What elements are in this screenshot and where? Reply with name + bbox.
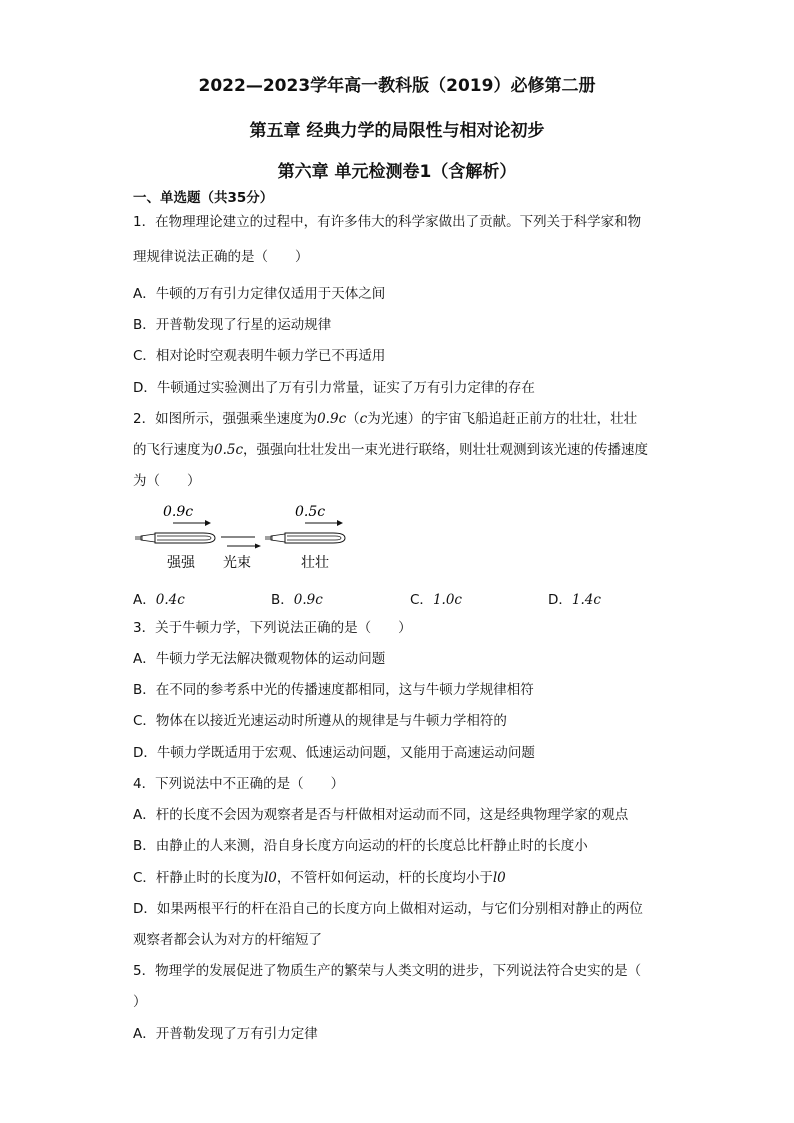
q2-figure-spaceships [133,500,373,580]
q5-option-a: A．开普勒发现了万有引力定律 [133,1026,318,1042]
label-zhuangzhuang: 壮壮 [301,555,329,571]
label-qiangqiang: 强强 [167,555,195,571]
document-title-line1: 2022—2023学年高一教科版（2019）必修第二册 [198,76,596,96]
section-heading: 一、单选题（共35分） [133,190,274,206]
label-light-beam: 光束 [223,555,251,571]
q2-option-d-value: 1.4c [571,592,601,608]
q2-text: （ [346,411,360,427]
q2-option-a-letter: A． [133,592,156,608]
q4-option-b: B．由静止的人来测，沿自身长度方向运动的杆的长度总比杆静止时的长度小 [133,838,588,854]
q4-option-c-text: ，不管杆如何运动，杆的长度均小于 [276,870,493,886]
q2-option-c-letter: C． [410,592,433,608]
light-beam-arrowhead [255,544,261,549]
q3-option-d: D．牛顿力学既适用于宏观、低速运动问题，又能用于高速运动问题 [133,745,535,761]
q2-option-a [133,588,185,608]
document-title-line2: 第五章 经典力学的局限性与相对论初步 [249,121,545,141]
spaceship-left-icon [135,533,215,543]
q4-option-c [133,868,506,888]
q1-option-b: B．开普勒发现了行星的运动规律 [133,317,332,333]
q2-text: 2．如图所示，强强乘坐速度为 [133,411,318,427]
q5-stem-line1: 5．物理学的发展促进了物质生产的繁荣与人类文明的进步，下列说法符合史实的是（ [133,963,642,979]
speed-label-right: 0.5c [295,504,326,520]
q2-text: ，强强向壮壮发出一束光进行联络，则壮壮观测到该光速的传播速度 [243,442,649,458]
spaceship-right-icon [265,533,345,543]
q4-option-d-line1: D．如果两根平行的杆在沿自己的长度方向上做相对运动，与它们分别相对静止的两位 [133,901,643,917]
q2-option-b-letter: B． [271,592,294,608]
q1-option-a: A．牛顿的万有引力定律仅适用于天体之间 [133,286,386,302]
q2-option-a-value: 0.4c [155,592,185,608]
document-title-line3: 第六章 单元检测卷1（含解析） [277,162,517,182]
q4-option-c-text: C．杆静止时的长度为 [133,870,264,886]
q2-text: 的飞行速度为 [133,442,214,458]
q2-speed-value: 0.5c [214,442,244,458]
q3-option-b: B．在不同的参考系中光的传播速度都相同，这与牛顿力学规律相符 [133,682,534,698]
q2-option-b-value: 0.9c [293,592,323,608]
q4-option-a: A．杆的长度不会因为观察者是否与杆做相对运动而不同，这是经典物理学家的观点 [133,807,629,823]
q1-stem-line2: 理规律说法正确的是（ ） [133,249,309,265]
q2-option-d [548,588,601,608]
q4-stem: 4．下列说法中不正确的是（ ） [133,776,345,792]
q3-option-a: A．牛顿力学无法解决微观物体的运动问题 [133,651,386,667]
velocity-arrowhead-left [205,520,211,526]
q2-speed-value: 0.9c [317,411,347,427]
q2-text: 为光速）的宇宙飞船追赶正前方的壮壮，壮壮 [367,411,638,427]
q2-option-c-value: 1.0c [432,592,462,608]
q2-stem-line2 [133,440,648,460]
q3-option-c: C．物体在以接近光速运动时所遵从的规律是与牛顿力学相符的 [133,713,507,729]
q2-option-b [271,588,323,608]
q4-option-d-line2: 观察者都会认为对方的杆缩短了 [133,932,322,948]
q2-option-d-letter: D． [548,592,572,608]
velocity-arrowhead-right [337,520,343,526]
q2-c-symbol: c [359,411,368,427]
q2-stem-line3: 为（ ） [133,473,201,489]
q3-stem: 3．关于牛顿力学，下列说法正确的是（ ） [133,620,412,636]
speed-label-left: 0.9c [163,504,194,520]
q4-length-symbol: l0 [263,870,277,886]
q4-length-symbol: l0 [492,870,506,886]
q1-stem-line1: 1．在物理理论建立的过程中，有许多伟大的科学家做出了贡献。下列关于科学家和物 [133,214,642,230]
q5-stem-line2: ） [133,994,147,1010]
q2-option-c [410,588,462,608]
q1-option-d: D．牛顿通过实验测出了万有引力常量，证实了万有引力定律的存在 [133,380,535,396]
q2-stem-line1 [133,409,637,429]
q1-option-c: C．相对论时空观表明牛顿力学已不再适用 [133,348,386,364]
